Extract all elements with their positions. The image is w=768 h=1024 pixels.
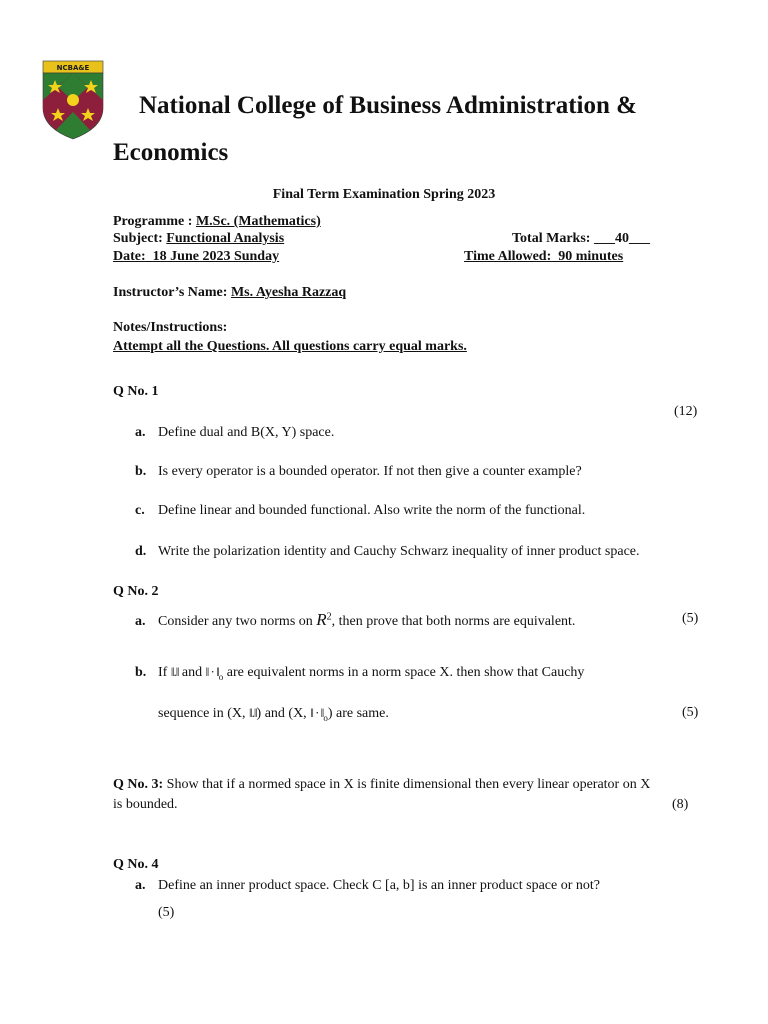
- q4-item-a: [135, 878, 600, 894]
- q2-a-sup: 2: [326, 611, 332, 623]
- notes-label: Notes/Instructions:: [113, 320, 228, 335]
- total-marks-label: Total Marks:: [512, 231, 594, 246]
- q1-title: Q No. 1: [113, 384, 159, 399]
- q1-item-label: b.: [135, 464, 147, 479]
- q3-text-line1: Show that if a normed space in X is finite dimensional then every linear operator on X: [163, 777, 651, 792]
- q2-b-line2-pre: sequence in (X,: [158, 706, 249, 721]
- subject-value: Functional Analysis: [166, 231, 285, 246]
- q2-item-label: a.: [135, 614, 146, 629]
- q3-title: Q No. 3:: [113, 777, 164, 792]
- svg-text:NCBA&E: NCBA&E: [56, 64, 90, 72]
- exam-title: Final Term Examination Spring 2023: [272, 187, 496, 202]
- norm-subscript: o: [218, 671, 224, 682]
- instructor-value: Ms. Ayesha Razzaq: [230, 285, 347, 300]
- q4-item-label: a.: [135, 878, 146, 893]
- q1-item-label: a.: [135, 425, 146, 440]
- q3-text-line2: is bounded.: [113, 797, 178, 812]
- time-allowed-row: [464, 249, 623, 265]
- q4-a-marks: (5): [158, 905, 175, 920]
- q3-line1: [113, 777, 650, 793]
- date-row: [113, 249, 279, 265]
- q1-item-text: Write the polarization identity and Cauchy Schwarz inequality of inner product space.: [158, 544, 640, 559]
- q2-title: Q No. 2: [113, 584, 159, 599]
- programme-row: [113, 214, 321, 230]
- q1-item-label: d.: [135, 544, 147, 559]
- q1-item-a: [135, 425, 334, 441]
- norm-symbol-o: ‖ · ‖: [205, 664, 219, 679]
- college-name-line1: National College of Business Administration &: [139, 92, 637, 119]
- notes-text: Attempt all the Questions. All questions carry equal marks.: [113, 339, 467, 354]
- total-marks-value: ___40___: [593, 231, 650, 246]
- programme-label: Programme :: [113, 214, 196, 229]
- q1-item-b: [135, 464, 582, 480]
- q1-item-d: [135, 544, 640, 560]
- norm-symbol: ‖.‖: [248, 705, 257, 720]
- q2-b-text: are equivalent norms in a norm space X. then show that Cauchy: [223, 665, 585, 680]
- subject-row: [113, 231, 284, 247]
- q2-item-label: b.: [135, 665, 147, 680]
- q2-b-marks: (5): [682, 705, 699, 720]
- time-allowed-label: Time Allowed:: [464, 249, 552, 264]
- q2-item-a: [135, 610, 575, 630]
- norm-symbol: ‖.‖: [170, 664, 179, 679]
- q2-a-marks: (5): [682, 611, 699, 626]
- q2-b-and: and: [178, 665, 206, 680]
- q1-item-c: [135, 503, 585, 519]
- q2-b-line2-mid: ) and (X,: [256, 706, 311, 721]
- date-value: _18 June 2023 Sunday: [145, 249, 280, 264]
- q3-marks: (8): [672, 797, 689, 812]
- subject-label: Subject:: [113, 231, 167, 246]
- q1-item-text: Define linear and bounded functional. Also write the norm of the functional.: [158, 503, 586, 518]
- instructor-row: [113, 285, 346, 301]
- q4-item-text: Define an inner product space. Check C [a, b] is an inner product space or not?: [158, 878, 601, 893]
- q2-b-if: If: [158, 665, 171, 680]
- q2-a-text-post: , then prove that both norms are equivalent.: [331, 614, 576, 629]
- q2-a-text-pre: Consider any two norms on: [158, 614, 317, 629]
- q2-a-math: R: [316, 610, 327, 629]
- norm-symbol-o: ‖ · ‖: [310, 705, 324, 720]
- q2-item-b-line2: [158, 705, 389, 723]
- q1-marks: (12): [674, 404, 698, 419]
- college-name-line2: Economics: [113, 139, 229, 166]
- q1-item-text: Is every operator is a bounded operator. If not then give a counter example?: [158, 464, 582, 479]
- q1-item-label: c.: [135, 503, 145, 518]
- q2-b-line2-post: ) are same.: [327, 706, 389, 721]
- college-crest-logo: [42, 60, 104, 140]
- norm-subscript: o: [323, 712, 328, 723]
- q4-title: Q No. 4: [113, 857, 159, 872]
- q1-item-text: Define dual and B(X, Y) space.: [158, 425, 335, 440]
- date-label: Date:: [113, 249, 146, 264]
- programme-value: M.Sc. (Mathematics): [195, 214, 321, 229]
- instructor-label: Instructor’s Name:: [113, 285, 231, 300]
- q2-item-b: [135, 664, 584, 682]
- time-allowed-value: _90 minutes: [551, 249, 624, 264]
- total-marks-row: [512, 231, 650, 247]
